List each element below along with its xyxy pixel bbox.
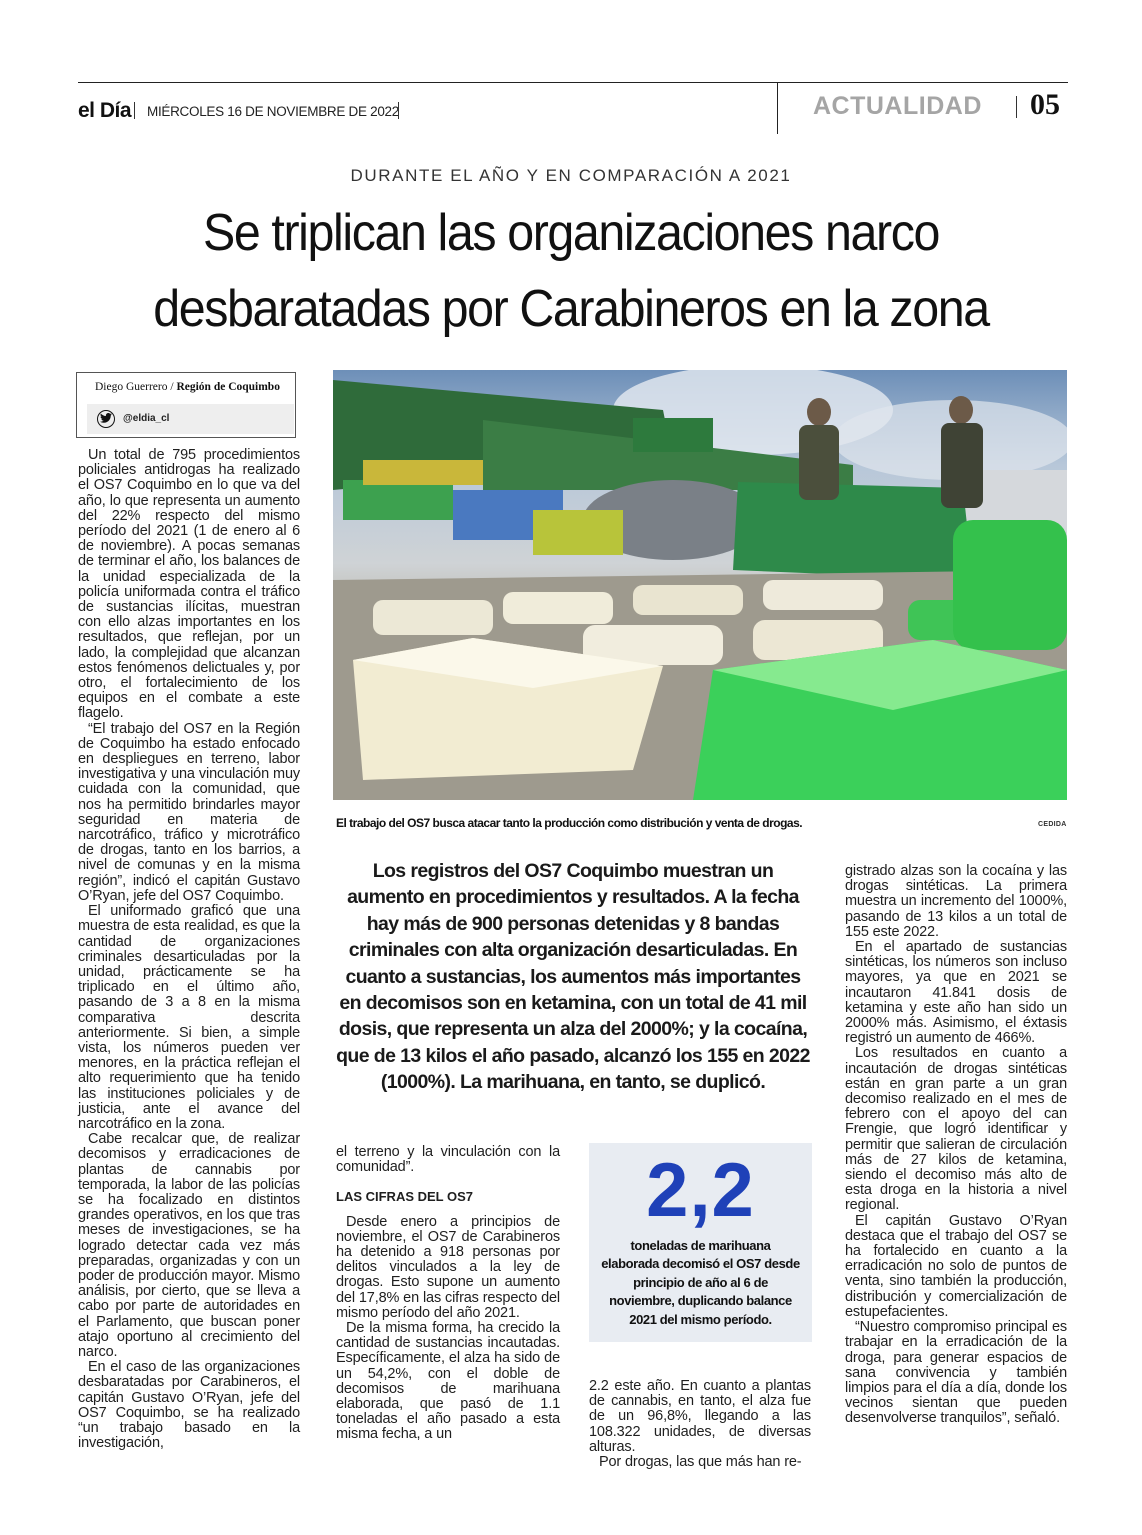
- author-region: Región de Coquimbo: [176, 381, 280, 393]
- stat-description: toneladas de marihuana elaborada decomisó el OS7 desde principio de año al 6 de noviembre, duplicando balance 2021 del mismo período.: [601, 1238, 800, 1327]
- body-column-3: [589, 1379, 811, 1470]
- section-name: ACTUALIDAD: [813, 92, 982, 120]
- paragraph: El capitán Gustavo O’Ryan destaca que el trabajo del OS7 se ha fortalecido en cuanto a la erradicación no solo de puntos de venta, sino también la producción, distribución y comercialización de estupefacientes.: [845, 1212, 1067, 1320]
- paragraph: el terreno y la vinculación con la comunidad”.: [336, 1144, 560, 1176]
- photo-credit: CEDIDA: [1038, 821, 1067, 828]
- paragraph: Desde enero a principios de noviembre, el OS7 de Carabineros ha detenido a 918 personas por delitos vinculados a la ley de drogas. Esto supone un aumento del 17,8% en las cifras respecto del mismo período del año 2021.: [336, 1213, 560, 1321]
- seized-drugs-photo: [333, 370, 1067, 800]
- header-divider: [777, 82, 778, 134]
- stat-value: 2,2: [646, 1148, 755, 1233]
- paragraph: En el caso de las organizaciones desbaratadas por Carabineros, el capitán Gustavo O’Ryan, jefe del OS7 Coquimbo, se ha realizado “un trabajo basado en la investigación,: [78, 1359, 300, 1452]
- body-column-4: [845, 864, 1067, 1427]
- photo-caption: El trabajo del OS7 busca atacar tanto la producción como distribución y venta de drogas.: [336, 816, 803, 830]
- issue-date: MIÉRCOLES 16 DE NOVIEMBRE DE 2022: [147, 104, 399, 119]
- separator: [398, 102, 399, 119]
- article-kicker: DURANTE EL AÑO Y EN COMPARACIÓN A 2021: [350, 166, 792, 185]
- byline-box: [76, 372, 296, 438]
- paragraph: De la misma forma, ha crecido la cantidad de sustancias incautadas. Específicamente, el alza ha sido de un 54,2%, con el doble de decomisos de marihuana elaborada, que pasó de 1.1 toneladas el año pasado a esta misma fecha, a un: [336, 1320, 560, 1443]
- paragraph: Los resultados en cuanto a incautación de drogas sintéticas están en gran parte a un gran decomiso realizado en el mes de febrero con el apoyo del can Frengie, que logró identificar y permitir que salieran de circulación más de 27 kilos de ketamina, siendo el decomiso más alto de esta droga en la historia a nivel regional.: [845, 1045, 1067, 1214]
- body-column-1: [78, 448, 300, 1451]
- paragraph: El uniformado graficó que una muestra de esta realidad, es que la cantidad de organizaciones criminales desarticuladas por la unidad, prácticamente se ha triplicado en el último año, pasando de 3 a 8 en la misma comparativa descrita anteriormente. Si bien, a simple vista, los números pueden ver menores, en la práctica reflejan el alto requerimiento que ha tenido las instituciones policiales y de justicia, ante el avance del narcotráfico en la zona.: [78, 903, 300, 1132]
- paragraph: 2.2 este año. En cuanto a plantas de cannabis, en tanto, el alza fue de un 96,8%, llegando a las 108.322 unidades, de diversas alturas.: [589, 1378, 811, 1455]
- paragraph: En el apartado de sustancias sintéticas, los números son incluso mayores, ya que en 2021 se incautaron 41.841 dosis de ketamina y este año han sido un 2000% más. Asimismo, el éxtasis registró un aumento de 466%.: [845, 939, 1067, 1047]
- author-name: Diego Guerrero /: [95, 381, 177, 393]
- byline-author: [95, 381, 280, 393]
- paragraph: Un total de 795 procedimientos policiales antidrogas ha realizado el OS7 Coquimbo en lo que va del año, lo que representa un aumento del 22% respecto del mismo período del 2021 (1 de enero al 6 de noviembre). A pocas semanas de terminar el año, los balances de la unidad especializada de la policía uniformada contra el tráfico de sustancias ilícitas, muestran con ello alzas importantes en los resultados, que reflejan, por un lado, la complejidad que alcanzan estos fenómenos delictuales y, por otro, el fortalecimiento de los equipos en el combate a este flagelo.: [78, 447, 300, 722]
- paragraph: “El trabajo del OS7 en la Región de Coquimbo ha estado enfocado en despliegues en terreno, labor investigativa y una vinculación muy cuidada con la comunidad, que nos ha permitido brindarles mayor seguridad en materia de narcotráfico, tráfico y microtráfico de drogas, tanto en los barrios, a nivel de comunas y en la misma región”, indicó el capitán Gustavo O’Ryan, jefe del OS7 Coquimbo.: [78, 720, 300, 904]
- section-subhead: LAS CIFRAS DEL OS7: [336, 1189, 474, 1205]
- article-photo: [333, 370, 1067, 800]
- headline-line-1: Se triplican las organizaciones narco: [202, 204, 940, 262]
- separator: [1016, 96, 1017, 118]
- paragraph: Por drogas, las que más han re-: [599, 1454, 802, 1471]
- page-number: 05: [1030, 88, 1060, 121]
- separator: [134, 102, 135, 119]
- article-lead: Los registros del OS7 Coquimbo muestran un aumento en procedimientos y resultados. A la fecha hay más de 900 personas detenidas y 8 bandas criminales con alta organización desarticuladas. En cuanto a sustancias, los aumentos más importantes en decomisos son en ketamina, con un total de 41 mil dosis, que representa un alza del 2000%; y la cocaína, que de 13 kilos el año pasado, alcanzó los 155 en 2022 (1000%). La marihuana, en tanto, se duplicó.: [336, 860, 810, 1094]
- paragraph: gistrado alzas son la cocaína y las drogas sintéticas. La primera muestra un incremento del 1000%, pasando de 13 kilos a un total de 155 este 2022.: [845, 863, 1067, 940]
- paragraph: Cabe recalcar que, de realizar decomisos y erradicaciones de plantas de cannabis por temporada, la labor de las policías se ha focalizado en distintos grandes operativos, en los que tras meses de investigaciones, se ha logrado detectar cada vez más preparadas, organizadas y con un poder de producción mayor. Mismo análisis, por cierto, que se lleva a cabo por parte de autoridades en el Parlamento, que buscan poner atajo oportuno al crecimiento del narco.: [78, 1131, 300, 1360]
- social-strip: [87, 404, 294, 434]
- paragraph: “Nuestro compromiso principal es trabajar en la erradicación de la droga, para generar espacios de sana convivencia y también limpios para el día a día, donde los vecinos sientan que pueden desenvolverse tranquilos”, señaló.: [845, 1319, 1067, 1427]
- body-column-2: [336, 1145, 560, 1443]
- headline-line-2: desbaratadas por Carabineros en la zona: [153, 280, 989, 338]
- header-rule: [78, 82, 1068, 83]
- twitter-icon: [97, 410, 115, 428]
- stat-box: [589, 1143, 812, 1342]
- twitter-handle: @eldia_cl: [123, 413, 170, 424]
- newspaper-logo: el Día: [78, 99, 132, 122]
- article-headline: [77, 195, 1065, 347]
